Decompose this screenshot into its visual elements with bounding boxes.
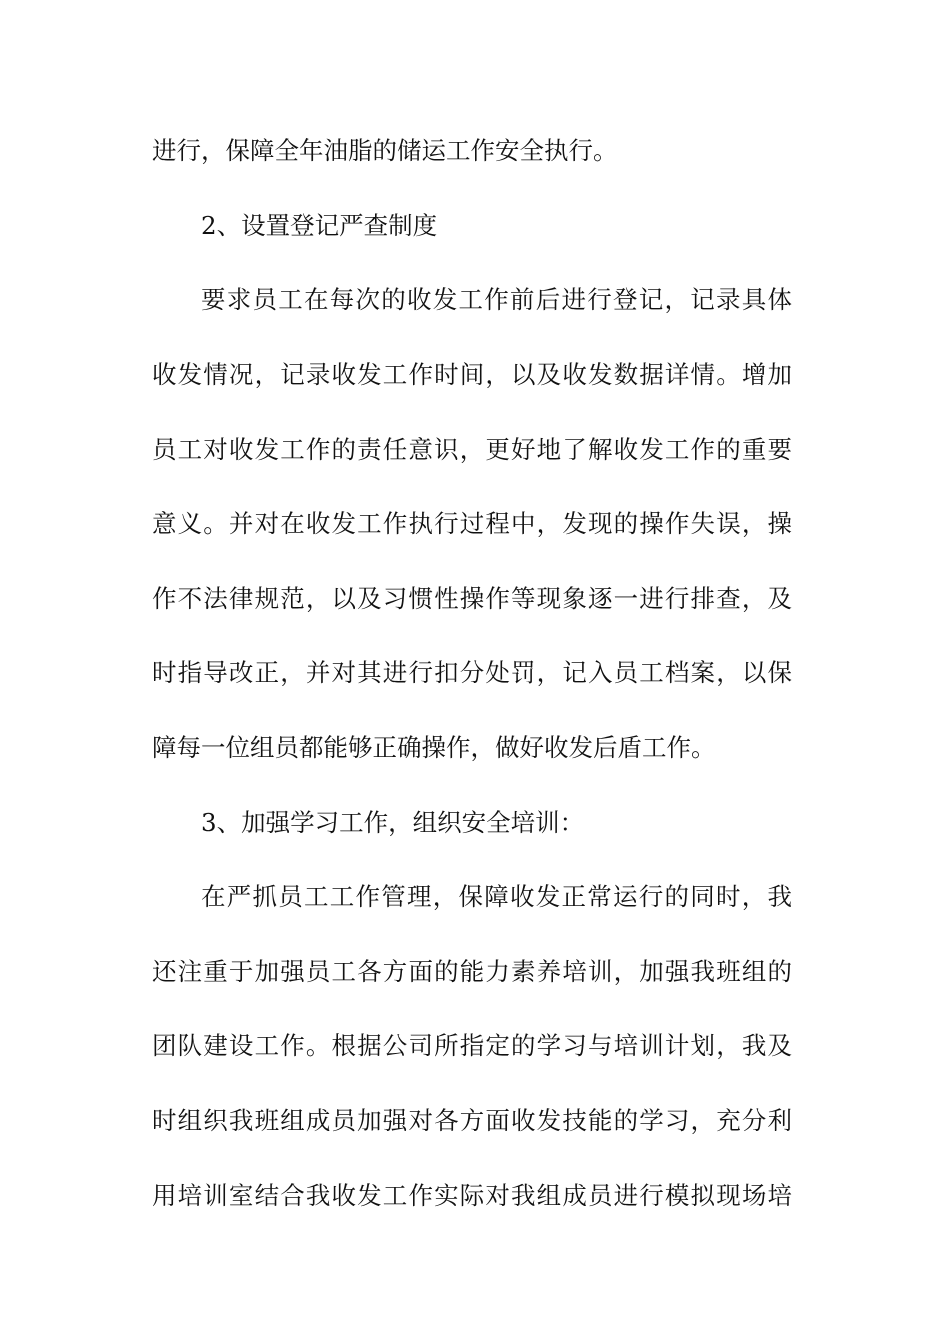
paragraph-line: 在严抓员工工作管理，保障收发正常运行的同时，我 bbox=[201, 882, 792, 911]
paragraph-line: 还注重于加强员工各方面的能力素养培训，加强我班组的 bbox=[152, 957, 792, 986]
paragraph-line: 时组织我班组成员加强对各方面收发技能的学习，充分利 bbox=[152, 1106, 792, 1135]
section-heading: 3、加强学习工作，组织安全培训： bbox=[201, 808, 585, 837]
paragraph-line: 障每一位组员都能够正确操作，做好收发后盾工作。 bbox=[152, 733, 716, 762]
paragraph-line: 团队建设工作。根据公司所指定的学习与培训计划，我及 bbox=[152, 1031, 792, 1060]
paragraph-line: 收发情况，记录收发工作时间，以及收发数据详情。增加 bbox=[152, 360, 792, 389]
paragraph-line: 作不法律规范，以及习惯性操作等现象逐一进行排查，及 bbox=[152, 584, 792, 613]
paragraph-line: 进行，保障全年油脂的储运工作安全执行。 bbox=[152, 136, 618, 165]
paragraph-line: 员工对收发工作的责任意识，更好地了解收发工作的重要 bbox=[152, 435, 792, 464]
paragraph-line: 意义。并对在收发工作执行过程中，发现的操作失误，操 bbox=[152, 509, 792, 538]
paragraph-line: 要求员工在每次的收发工作前后进行登记，记录具体 bbox=[201, 285, 792, 314]
paragraph-line: 用培训室结合我收发工作实际对我组成员进行模拟现场培 bbox=[152, 1181, 792, 1210]
paragraph-line: 时指导改正，并对其进行扣分处罚，记入员工档案，以保 bbox=[152, 658, 792, 687]
section-heading: 2、设置登记严查制度 bbox=[201, 211, 438, 240]
